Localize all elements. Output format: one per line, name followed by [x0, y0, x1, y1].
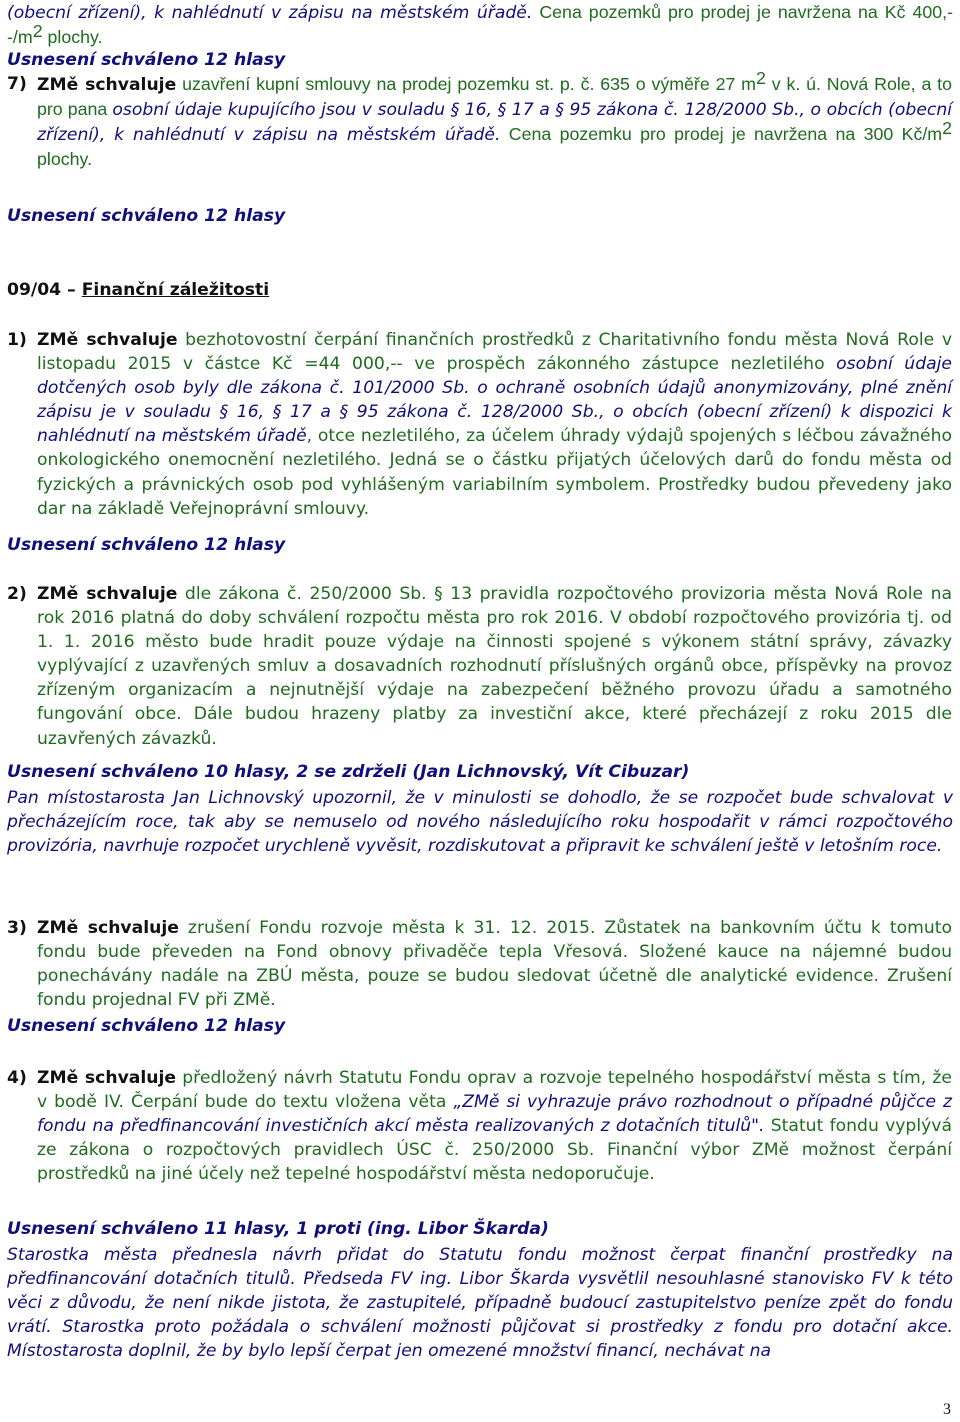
item7-resolution	[7, 204, 953, 228]
section-heading	[7, 278, 953, 302]
item2-resolution	[7, 760, 953, 784]
item3-resolution-text: Usnesení schváleno 12 hlasy	[7, 1016, 286, 1036]
top-price-end: plochy.	[42, 27, 103, 48]
item7-text	[37, 68, 953, 172]
item2-note	[7, 786, 953, 858]
item2-text-1: dle zákona č. 250/2000 Sb. § 13 pravidla rozpočtového provizoria města Nová Role na rok 2016 platná do doby schválení rozpočtu města pro rok 2016. V období rozpočtového provizória tj. od 1. 1. 2016 město bude hradit pouze výdaje na činnosti spojené s výkonem státní správy, závazky vyplývající z uzavřených smluv a dosavadních rozhodnutí příslušných orgánů obce, příspěvky na provoz zřízeným organizacím a nejnutnější výdaje na zabezpečení běžného provozu úřadu a samotného fungování obce. Dále budou hrazeny platby za investiční akce, které přecházejí z roku 2015 dle uzavřených závazků.	[37, 584, 952, 749]
item7-number: 7)	[7, 74, 27, 94]
item1-verb: ZMě schvaluje	[37, 330, 178, 350]
top-resolution	[7, 48, 953, 72]
item7-text-1: uzavření kupní smlouvy na prodej pozemku st. p. č. 635 o výměře 27 m	[176, 74, 756, 94]
item1-text	[37, 328, 952, 521]
item3-text	[37, 916, 952, 1012]
item7-sup-1: 2	[756, 68, 766, 88]
item1-text-3: , otce nezletilého, za účelem úhrady výdajů spojených s léčbou závažného onkologického onemocnění nezletilého. Jedná se o částku přijatých účelových darů do fondu města od fyzických a právnických osob pod vyhlášeným variabilním symbolem. Prostředky budou převedeny jako dar na základě Veřejnoprávní smlouvy.	[37, 426, 952, 519]
top-continuation	[7, 0, 953, 50]
item7-verb: ZMě schvaluje	[37, 75, 177, 95]
item7-text-3: Cena pozemku pro prodej je navržena na 300 Kč/m	[500, 124, 943, 145]
item4-number: 4)	[7, 1068, 27, 1088]
section-code: 09/04	[7, 280, 62, 300]
item1-number: 1)	[7, 330, 27, 350]
top-price-sup: 2	[32, 21, 43, 42]
item1-text-1: bezhotovostní čerpání finančních prostředků z Charitativního fondu města Nová Role v listopadu 2015 v částce Kč =44 000,-- ve prospěch zákonného zástupce nezletilého	[37, 330, 952, 375]
item3-resolution	[7, 1014, 953, 1038]
section-title: Finanční záležitosti	[81, 280, 270, 300]
top-italic-text: (obecní zřízení), k nahlédnutí v zápisu na městském úřadě.	[7, 3, 533, 23]
item3-verb: ZMě schvaluje	[37, 918, 179, 938]
item1-italic: osobní údaje dotčených osob byly dle zákona č. 101/2000 Sb. o ochraně osobních údajů anonymizovány, plné znění zápisu je v souladu § 16, § 17 a § 95 zákona č. 128/2000 Sb., o obcích (obecní zřízení) k dispozici k nahlédnutí na městském úřadě	[37, 354, 952, 447]
item1-resolution	[7, 533, 953, 557]
page-number: 3	[943, 1401, 951, 1418]
item4-verb: ZMě schvaluje	[37, 1068, 177, 1088]
section-dash: –	[61, 280, 82, 300]
item4-italic: „ZMě si vyhrazuje právo rozhodnout o případné půjčce z fondu na předfinancování investičních akcí města realizovaných z dotačních titulů".	[37, 1092, 952, 1137]
top-price-text: Cena pozemků pro prodej je navržena na Kč 400,--/m	[7, 2, 953, 48]
item7-italic: osobní údaje kupujícího jsou v souladu § 16, § 17 a § 95 zákona č. 128/2000 Sb., o obcích (obecní zřízení), k nahlédnutí v zápisu na městském úřadě.	[37, 100, 953, 146]
item3-number: 3)	[7, 918, 27, 938]
item2-verb: ZMě schvaluje	[37, 584, 178, 604]
item2-note-text: Pan místostarosta Jan Lichnovský upozornil, že v minulosti se dohodlo, že se rozpočet bude schvalovat v přecházejícím roce, tak aby se nemuselo od nového následujícího roku hospodařit v rámci rozpočtového provizória, navrhuje rozpočet urychleně vyvěsit, rozdiskutovat a připravit ke schválení ještě v letošním roce.	[7, 788, 953, 857]
item4-note	[7, 1243, 953, 1363]
item7-sup-3: 2	[942, 118, 953, 139]
item2-number: 2)	[7, 584, 27, 604]
item4-text	[37, 1066, 952, 1186]
item4-resolution	[7, 1217, 953, 1241]
item4-text-3: Statut fondu vyplývá ze zákona o rozpočtových pravidlech ÚSC č. 250/2000 Sb. Finanční výbor ZMě možnost čerpání prostředků na jiné účely než tepelné hospodářství města nedoporučuje.	[37, 1116, 952, 1185]
item7-text-end: plochy.	[37, 149, 93, 170]
item1-resolution-text: Usnesení schváleno 12 hlasy	[7, 535, 286, 555]
item4-text-1: předložený návrh Statutu Fondu oprav a rozvoje tepelného hospodářství města s tím, že v bodě IV. Čerpání bude do textu vložena věta	[37, 1068, 953, 1113]
item2-resolution-text: Usnesení schváleno 10 hlasy, 2 se zdrželi (Jan Lichnovský, Vít Cibuzar)	[7, 762, 690, 782]
item3-text-1: zrušení Fondu rozvoje města k 31. 12. 2015. Zůstatek na bankovním účtu k tomuto fondu bude převeden na Fond obnovy přivaděče tepla Vřesová. Složené kauce na nájemné budou ponechávány nadále na ZBÚ města, pouze se budou sledovat účetně dle analytické evidence. Zrušení fondu projednal FV při ZMě.	[37, 918, 952, 1011]
item4-resolution-text: Usnesení schváleno 11 hlasy, 1 proti (ing. Libor Škarda)	[7, 1219, 549, 1239]
item7-resolution-text: Usnesení schváleno 12 hlasy	[7, 206, 286, 226]
top-paragraph	[7, 0, 953, 50]
top-resolution-text: Usnesení schváleno 12 hlasy	[7, 50, 286, 70]
item4-note-text: Starostka města přednesla návrh přidat do Statutu fondu možnost čerpat finanční prostředky na předfinancování dotačních titulů. Předseda FV ing. Libor Škarda vysvětlil nesouhlasné stanovisko FV k této věci z důvodu, že není nikde jistota, že zastupitelé, případně budoucí zastupitelstvo peníze zpět do fondu vrátí. Starostka proto požádala o schválení možnosti půjčovat si prostředky z fondu pro dotační akce. Místostarosta doplnil, že by bylo lepší čerpat jen omezené množství financí, nechávat na	[7, 1245, 953, 1362]
item2-text	[37, 582, 952, 751]
item7-text-1b: v k. ú. Nová Role, a to pro pana	[37, 74, 952, 120]
